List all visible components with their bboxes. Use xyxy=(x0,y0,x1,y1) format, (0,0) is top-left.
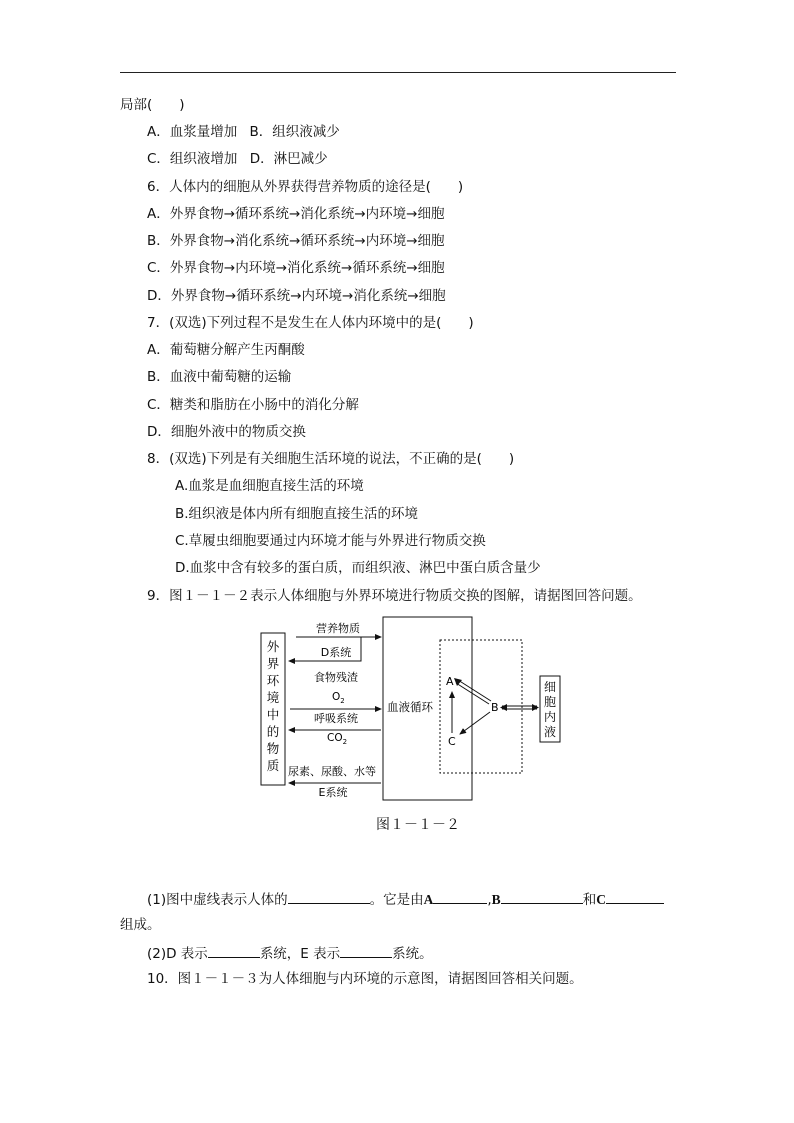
q7-option-c: C．糖类和脂肪在小肠中的消化分解 xyxy=(147,397,359,413)
d-system-label: D系统 xyxy=(320,646,352,659)
svg-text:细: 细 xyxy=(543,680,557,694)
blank-c[interactable] xyxy=(606,889,664,904)
o2-label: $O_2$ xyxy=(332,691,345,705)
q8-option-d: D.血浆中含有较多的蛋白质，而组织液、淋巴中蛋白质含量少 xyxy=(175,560,541,576)
q9-sub1: (1)图中虚线表示人体的 。它是由A ,B 和C xyxy=(147,889,664,909)
q8-stem: 8．(双选)下列是有关细胞生活环境的说法，不正确的是( ) xyxy=(147,451,515,467)
blank-a[interactable] xyxy=(433,889,487,904)
q6-option-d: D．外界食物→循环系统→内环境→消化系统→细胞 xyxy=(147,288,446,304)
q5-option-b: B．组织液减少 xyxy=(249,124,340,140)
svg-text:的: 的 xyxy=(266,724,280,739)
blank-b[interactable] xyxy=(501,889,583,904)
co2-label: $CO_2$ xyxy=(327,732,348,746)
figure-caption: 图１－１－２ xyxy=(376,817,460,833)
node-b-label: B xyxy=(491,701,499,714)
svg-text:物: 物 xyxy=(266,741,280,756)
respiratory-label: 呼吸系统 xyxy=(314,712,358,725)
q5-option-c: C．组织液增加 xyxy=(147,151,238,167)
blank-e-system[interactable] xyxy=(340,943,392,958)
q10-stem: 10．图１－１－３为人体细胞与内环境的示意图，请据图回答相关问题。 xyxy=(147,971,583,987)
q9-stem: 9．图１－１－２表示人体细胞与外界环境进行物质交换的图解，请据图回答问题。 xyxy=(147,588,642,604)
q9-sub2: (2)D 表示 系统，E 表示 系统。 xyxy=(147,943,433,963)
svg-text:质: 质 xyxy=(266,758,280,773)
q8-option-a: A.血浆是血细胞直接生活的环境 xyxy=(175,478,364,494)
q5-option-d: D．淋巴减少 xyxy=(249,151,328,167)
svg-text:液: 液 xyxy=(543,725,557,739)
e-system-label: E系统 xyxy=(318,786,348,799)
q9-sub1-end: 组成。 xyxy=(120,917,161,933)
svg-text:胞: 胞 xyxy=(543,695,557,709)
q7-option-d: D．细胞外液中的物质交换 xyxy=(147,424,306,440)
urea-label: 尿素、尿酸、水等 xyxy=(288,765,376,778)
blank-d-system[interactable] xyxy=(208,943,260,958)
q8-option-c: C.草履虫细胞要通过内环境才能与外界进行物质交换 xyxy=(175,533,486,549)
cell-fluid-label xyxy=(544,680,556,739)
blank-internal-environment[interactable] xyxy=(288,889,370,904)
blood-circulation-label: 血液循环 xyxy=(387,700,433,714)
nutrients-label: 营养物质 xyxy=(316,622,360,635)
node-c-label: C xyxy=(448,735,456,748)
svg-text:境: 境 xyxy=(266,690,280,705)
node-a-label: A xyxy=(446,675,454,688)
svg-text:环: 环 xyxy=(266,673,280,688)
q5-stem-tail: 局部( ) xyxy=(120,97,185,113)
svg-text:中: 中 xyxy=(266,707,280,722)
q6-option-a: A．外界食物→循环系统→消化系统→内环境→细胞 xyxy=(147,206,445,222)
q6-option-b: B．外界食物→消化系统→循环系统→内环境→细胞 xyxy=(147,233,445,249)
food-residue-label: 食物残渣 xyxy=(314,671,358,684)
q7-option-b: B．血液中葡萄糖的运输 xyxy=(147,369,292,385)
q6-option-c: C．外界食物→内环境→消化系统→循环系统→细胞 xyxy=(147,260,445,276)
svg-text:内: 内 xyxy=(543,710,557,724)
svg-text:界: 界 xyxy=(266,656,280,671)
q8-option-b: B.组织液是体内所有细胞直接生活的环境 xyxy=(175,506,419,522)
q7-stem: 7．(双选)下列过程不是发生在人体内环境中的是( ) xyxy=(147,315,474,331)
q6-stem: 6．人体内的细胞从外界获得营养物质的途径是( ) xyxy=(147,179,464,195)
svg-text:外: 外 xyxy=(266,639,280,654)
q7-option-a: A．葡萄糖分解产生丙酮酸 xyxy=(147,342,305,358)
q5-option-a: A．血浆量增加 xyxy=(147,124,238,140)
